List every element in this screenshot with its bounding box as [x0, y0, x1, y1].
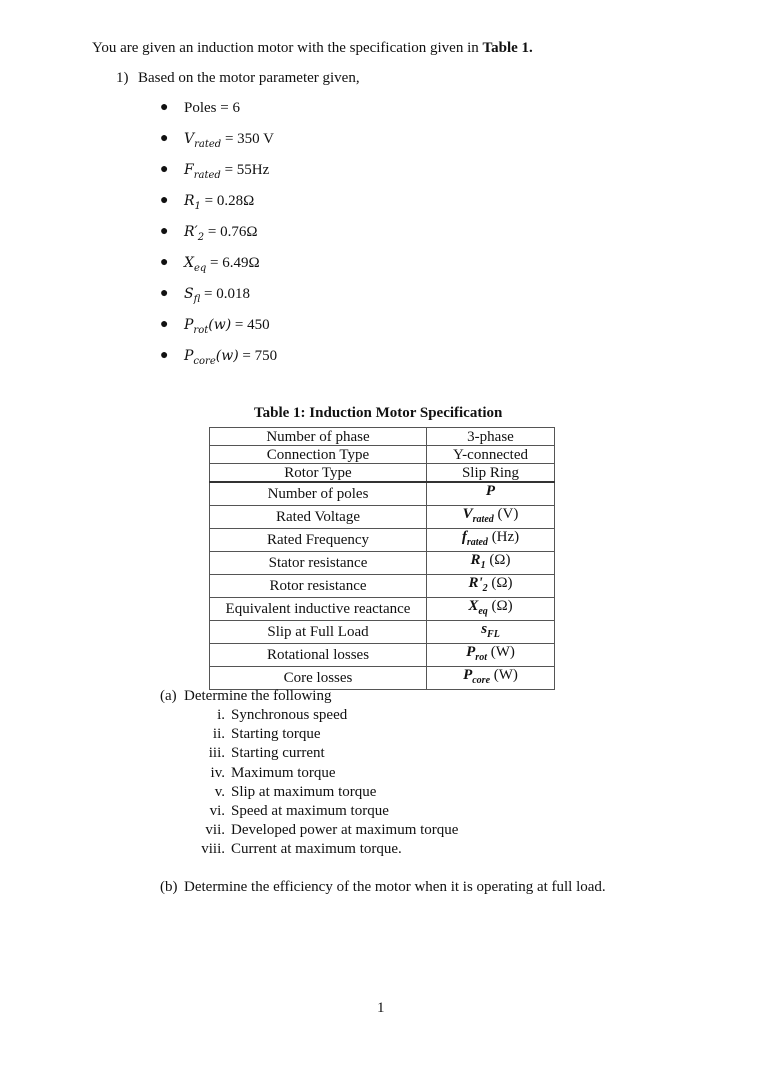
table-row: [210, 529, 555, 552]
page-number: 1: [377, 1000, 385, 1016]
row-value: 3-phase: [427, 428, 555, 446]
row-value: Y-connected: [427, 446, 555, 464]
row-symbol: $P_{rot}$ (W): [427, 644, 555, 667]
row-label: Number of phase: [210, 428, 427, 446]
list-item: vii. Developed power at maximum torque: [205, 822, 459, 839]
param-value: = 0.76Ω: [204, 224, 258, 240]
table-row: [210, 446, 555, 464]
row-label: Rotor resistance: [210, 575, 427, 598]
part-a-heading: [160, 688, 331, 705]
param-var: $F_{rated}$: [184, 162, 221, 181]
intro-text: You are given an induction motor with the specification given in: [92, 40, 483, 56]
param-value: = 350 V: [221, 131, 274, 147]
parameter-item: [160, 127, 277, 158]
part-a-list: [190, 706, 458, 860]
parameter-item: [160, 251, 277, 282]
row-symbol: $V_{rated}$ (V): [427, 506, 555, 529]
parameter-item: ● $P_{rot}(w) = 450$: [160, 313, 277, 344]
table-row: [210, 598, 555, 621]
table-reference: Table 1.: [482, 40, 533, 56]
bullet-icon: ●: [160, 224, 169, 239]
param-var: $V_{rated}$: [184, 131, 222, 150]
param-value: = 0.018: [200, 286, 250, 302]
bullet-icon: ●: [160, 317, 169, 332]
bullet-icon: ●: [160, 286, 169, 301]
param-value: = 450: [231, 317, 270, 333]
param-var: $R'_2$: [184, 224, 205, 243]
part-a-label: (a): [160, 688, 177, 704]
bullet-icon: ●: [160, 162, 169, 177]
table-row: [210, 482, 555, 506]
row-symbol: P: [427, 482, 555, 506]
parameter-list: [160, 96, 277, 375]
bullet-icon: ●: [160, 100, 169, 115]
row-label: Slip at Full Load: [210, 621, 427, 644]
list-item: iii. Starting current: [208, 745, 325, 762]
row-symbol: $P_{core}$ (W): [427, 667, 555, 690]
spec-table: [209, 427, 555, 690]
question-1-number: 1): [116, 70, 129, 86]
param-var: $X_{eq}$: [184, 255, 207, 274]
intro-paragraph: [92, 40, 533, 57]
table-caption: Table 1: Induction Motor Specification: [254, 405, 503, 421]
row-value: Slip Ring: [427, 464, 555, 483]
table-row: [210, 464, 555, 483]
row-label: Rated Frequency: [210, 529, 427, 552]
parameter-item: [160, 96, 277, 127]
bullet-icon: ●: [160, 348, 169, 363]
part-b-label: (b): [160, 879, 178, 895]
question-1: [116, 70, 360, 87]
row-label: Rotational losses: [210, 644, 427, 667]
param-var: $S_{fl}$: [184, 286, 201, 305]
bullet-icon: ●: [160, 193, 169, 208]
row-label: Number of poles: [210, 482, 427, 506]
table-row: [210, 621, 555, 644]
list-item: iv. Maximum torque: [210, 764, 336, 781]
param-value: = 750: [238, 348, 278, 364]
list-item: vi. Speed at maximum torque: [209, 802, 389, 819]
parameter-item: [160, 220, 277, 251]
list-item: ii. Starting torque: [212, 726, 321, 743]
param-value: = 55Hz: [220, 162, 270, 178]
row-symbol: $f_{rated}$ (Hz): [427, 529, 555, 552]
part-a-text: Determine the following: [184, 688, 332, 704]
table-row: [210, 428, 555, 446]
param-value: = 0.28Ω: [200, 193, 255, 209]
table-row: [210, 552, 555, 575]
row-label: Core losses: [210, 667, 427, 690]
param-value: Poles = 6: [184, 100, 240, 116]
row-label: Connection Type: [210, 446, 427, 464]
table-row: [210, 644, 555, 667]
list-item: v. Slip at maximum torque: [214, 783, 377, 800]
param-var: $R_1$: [184, 193, 201, 212]
bullet-icon: ●: [160, 255, 169, 270]
parameter-item: [160, 158, 277, 189]
table-row: [210, 575, 555, 598]
row-symbol: $R_1$ (Ω): [427, 552, 555, 575]
row-label: Equivalent inductive reactance: [210, 598, 427, 621]
part-b: [160, 879, 606, 896]
question-1-text: Based on the motor parameter given,: [138, 70, 360, 86]
row-symbol: $X_{eq}$ (Ω): [427, 598, 555, 621]
parameter-item: [160, 189, 277, 220]
parameter-item: [160, 282, 277, 313]
param-var: $P_{core}$: [184, 348, 216, 367]
table-row: [210, 667, 555, 690]
list-item: viii. Current at maximum torque.: [201, 841, 402, 858]
parameter-item: ● $P_{core}(w) = 750$: [160, 344, 277, 375]
row-symbol: $s_{FL}$: [427, 621, 555, 644]
row-label: Rotor Type: [210, 464, 427, 483]
list-item: i. Synchronous speed: [217, 707, 348, 723]
row-label: Stator resistance: [210, 552, 427, 575]
row-symbol: $R'_2$ (Ω): [427, 575, 555, 598]
part-b-text: Determine the efficiency of the motor when it is operating at full load.: [184, 879, 606, 895]
param-var: $P_{rot}$: [184, 317, 209, 336]
table-row: [210, 506, 555, 529]
row-label: Rated Voltage: [210, 506, 427, 529]
param-value: = 6.49Ω: [206, 255, 260, 271]
bullet-icon: ●: [160, 131, 169, 146]
